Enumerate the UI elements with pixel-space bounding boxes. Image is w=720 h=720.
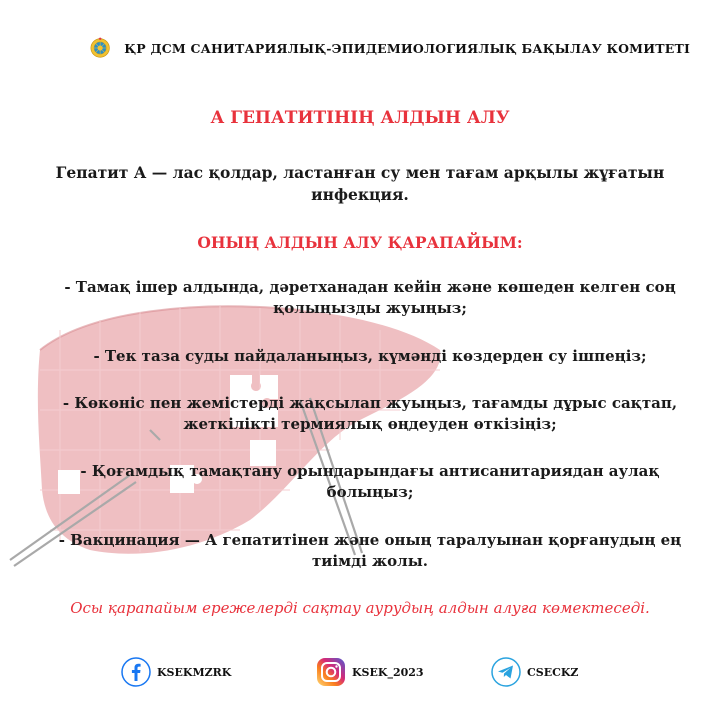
facebook-handle: KSEKMZRK bbox=[157, 665, 232, 679]
telegram-link[interactable] bbox=[491, 655, 578, 689]
header bbox=[90, 22, 690, 74]
tip-vaccination: - Вакцинация — А гепатитінен және оның таралуынан қорғанудың ең тиімді жолы. bbox=[58, 531, 682, 570]
closing-text: Осы қарапайым ережелерді сақтау аурудың алдын алуға көмектеседі. bbox=[70, 599, 650, 617]
intro-text: Гепатит А — лас қолдар, ластанған су мен тағам арқылы жұғатын инфекция. bbox=[55, 163, 665, 204]
tip-wash-hands: - Тамақ ішер алдында, дәретханадан кейін және көшеден келген соң қолыңызды жуыңыз; bbox=[64, 278, 676, 317]
telegram-icon bbox=[491, 657, 521, 687]
prevention-subtitle: ОНЫҢ АЛДЫН АЛУ ҚАРАПАЙЫМ: bbox=[197, 233, 523, 252]
facebook-link[interactable] bbox=[121, 655, 231, 689]
committee-name: ҚР ДСМ САНИТАРИЯЛЫҚ-ЭПИДЕМИОЛОГИЯЛЫҚ БАҚЫЛАУ КОМИТЕТІ bbox=[124, 40, 690, 56]
social-links bbox=[0, 655, 720, 689]
instagram-icon bbox=[316, 657, 346, 687]
facebook-icon bbox=[121, 657, 151, 687]
instagram-handle: KSEK_2023 bbox=[352, 665, 424, 679]
tip-clean-water: - Тек таза суды пайдаланыңыз, күмәнді көздерден су ішпеңіз; bbox=[93, 347, 647, 365]
instagram-link[interactable] bbox=[316, 655, 424, 689]
page-title: А ГЕПАТИТІНІҢ АЛДЫН АЛУ bbox=[210, 108, 510, 128]
tip-avoid-unsanitary: - Қоғамдық тамақтану орындарындағы антисанитариядан аулақ болыңыз; bbox=[80, 462, 660, 501]
telegram-handle: CSECKZ bbox=[527, 665, 579, 679]
tip-wash-produce: - Көкөніс пен жемістерді жақсылап жуыңыз, тағамды дұрыс сақтап, жеткілікті термиялық өңдеуден өткізіңіз; bbox=[62, 394, 678, 433]
kazakhstan-emblem-icon bbox=[90, 25, 110, 71]
